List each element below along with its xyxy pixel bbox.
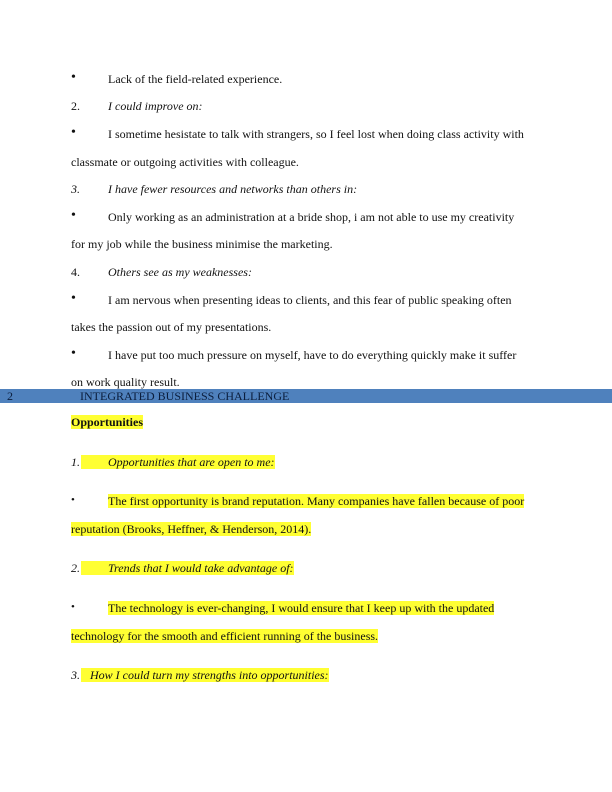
- page-header-bar: [0, 389, 612, 403]
- opportunity-tech-line1: The technology is ever-changing, I would ensure that I keep up with the updated: [108, 601, 495, 615]
- weakness-nervous-line1: I am nervous when presenting ideas to clients, and this fear of public speaking often: [108, 293, 512, 307]
- bullet-glyph: •: [71, 601, 75, 613]
- weakness-bride-line2: for my job while the business minimise the marketing.: [71, 237, 333, 251]
- weakness-experience-text: Lack of the field-related experience.: [108, 72, 283, 86]
- improve-number: 2.: [71, 99, 80, 113]
- improve-heading: I could improve on:: [108, 99, 203, 113]
- opportunity-tech-line2: technology for the smooth and efficient running of the business.: [71, 629, 379, 643]
- weakness-strangers-line2: classmate or outgoing activities with colleague.: [71, 155, 299, 169]
- turn-number: 3.: [71, 668, 80, 682]
- bullet-glyph: •: [71, 70, 76, 85]
- bullet-glyph: •: [71, 494, 75, 506]
- bullet-glyph: •: [71, 208, 76, 223]
- weakness-pressure-line2: on work quality result.: [71, 375, 180, 389]
- resources-number: 3.: [71, 182, 80, 196]
- others-heading: Others see as my weaknesses:: [108, 265, 252, 279]
- opportunity-reputation-line2: reputation (Brooks, Heffner, & Henderson, 2014).: [71, 522, 312, 536]
- bullet-glyph: •: [71, 346, 76, 361]
- weakness-bride-line1: Only working as an administration at a bride shop, i am not able to use my creativity: [108, 210, 515, 224]
- open-number: 1.: [71, 455, 80, 469]
- weakness-strangers-line1: I sometime hesistate to talk with strangers, so I feel lost when doing class activity with: [108, 127, 524, 141]
- page-number: 2: [7, 389, 13, 403]
- others-number: 4.: [71, 265, 80, 279]
- open-heading: Opportunities that are open to me:: [81, 455, 275, 469]
- weakness-nervous-line2: takes the passion out of my presentations.: [71, 320, 272, 334]
- resources-heading: I have fewer resources and networks than others in:: [108, 182, 358, 196]
- turn-heading: How I could turn my strengths into opportunities:: [81, 668, 329, 682]
- weakness-pressure-line1: I have put too much pressure on myself, have to do everything quickly make it suffer: [108, 348, 517, 362]
- bullet-glyph: •: [71, 125, 76, 140]
- trends-number: 2.: [71, 561, 80, 575]
- running-title: INTEGRATED BUSINESS CHALLENGE: [80, 389, 290, 403]
- opportunity-reputation-line1: The first opportunity is brand reputation. Many companies have fallen because of poor: [108, 494, 525, 508]
- trends-heading: Trends that I would take advantage of:: [81, 561, 294, 575]
- opportunities-title: Opportunities: [71, 415, 144, 429]
- bullet-glyph: •: [71, 291, 76, 306]
